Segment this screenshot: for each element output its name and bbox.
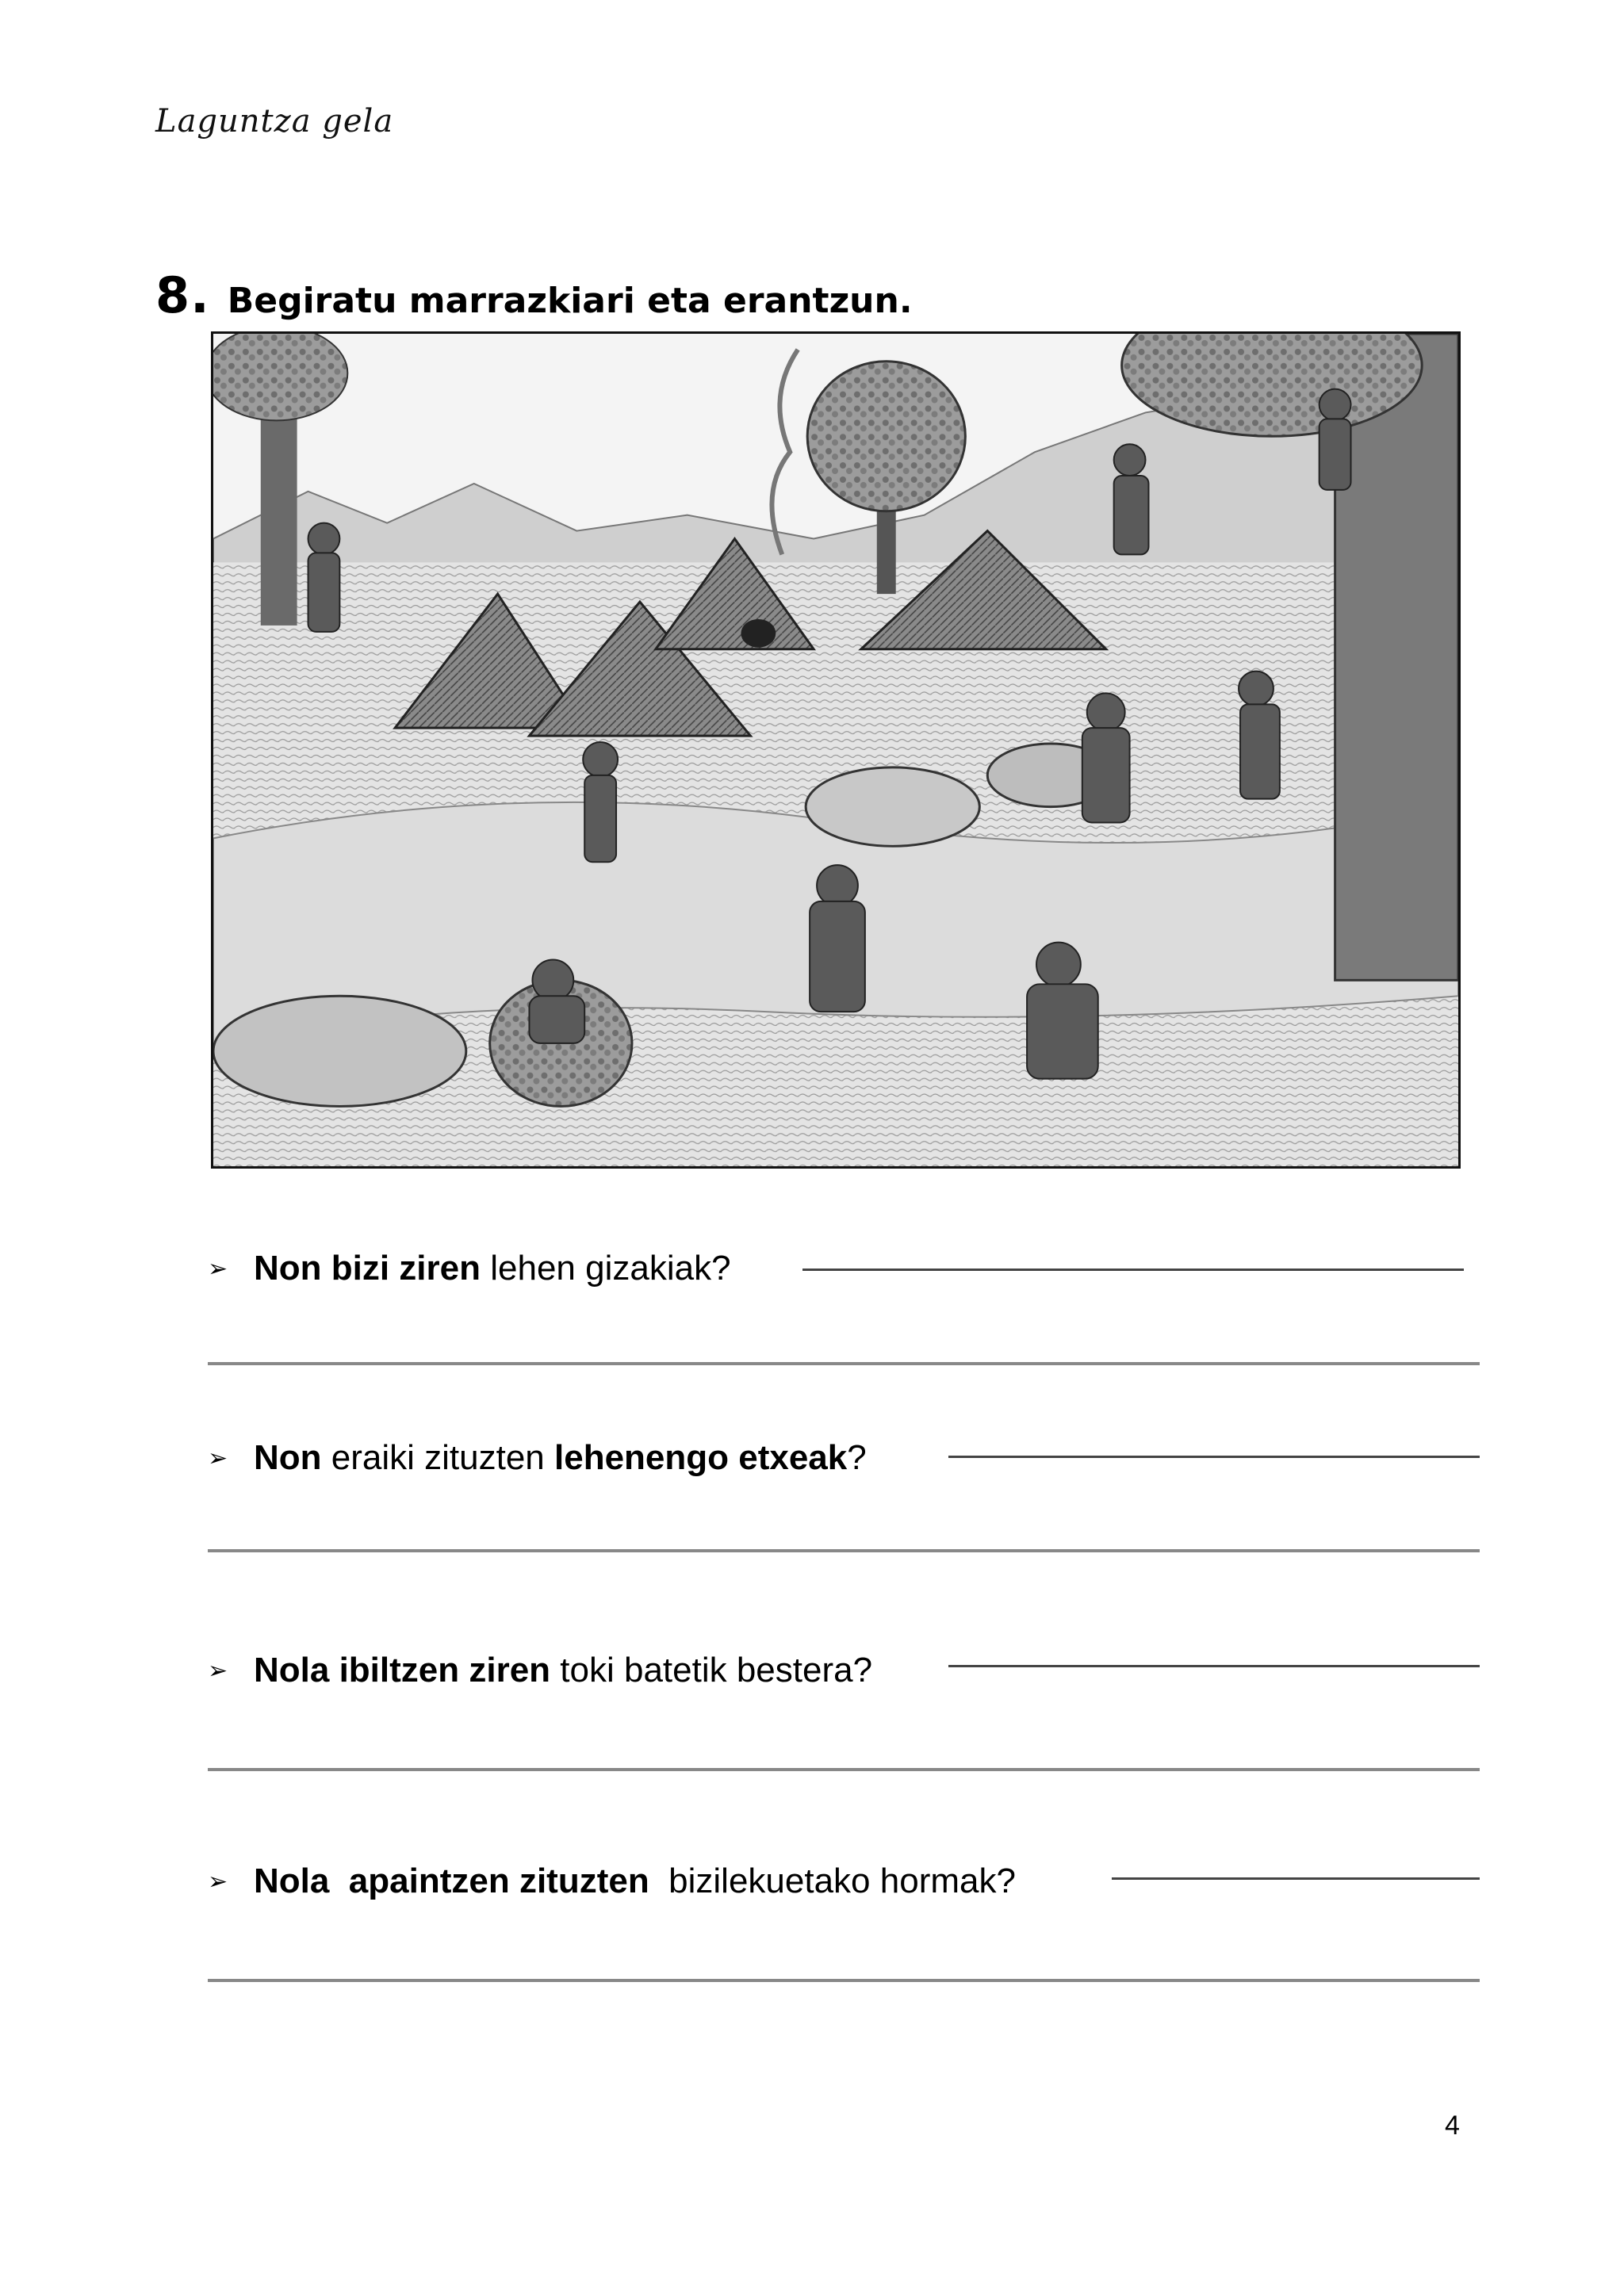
answer-line-2[interactable] (208, 1549, 1480, 1552)
question-2-bold-2: lehenengo etxeak (554, 1438, 848, 1477)
exercise-number: 8. (155, 266, 210, 324)
illustration-drawing (213, 334, 1458, 1166)
answer-line-4-inline[interactable] (1112, 1877, 1480, 1880)
page-number: 4 (1445, 2110, 1460, 2141)
question-4 (208, 1858, 1016, 1905)
question-3-text (254, 1651, 872, 1690)
question-4-bold: Nola apaintzen zituzten (254, 1862, 649, 1900)
question-1-bold: Non bizi ziren (254, 1249, 481, 1288)
answer-line-4[interactable] (208, 1979, 1480, 1982)
question-2 (208, 1434, 867, 1482)
arrow-bullet-icon: ➢ (208, 1445, 228, 1471)
question-3-rest: toki batetik bestera? (550, 1651, 873, 1689)
answer-line-2-inline[interactable] (948, 1456, 1480, 1458)
question-2-end: ? (847, 1438, 867, 1477)
question-3 (208, 1647, 872, 1694)
exercise-instruction: Begiratu marrazkiari eta erantzun. (227, 281, 913, 321)
prehistoric-camp-illustration (211, 331, 1461, 1169)
question-4-text (254, 1862, 1016, 1901)
question-1-rest: lehen gizakiak? (481, 1249, 731, 1288)
question-1 (208, 1245, 731, 1292)
answer-line-1[interactable] (208, 1362, 1480, 1365)
question-1-text (254, 1249, 731, 1288)
page-header: Laguntza gela (155, 103, 394, 140)
answer-line-1-inline[interactable] (802, 1269, 1464, 1271)
answer-line-3[interactable] (208, 1768, 1480, 1771)
question-2-text (254, 1438, 867, 1478)
answer-line-3-inline[interactable] (948, 1665, 1480, 1667)
question-4-rest: bizilekuetako hormak? (649, 1862, 1016, 1900)
arrow-bullet-icon: ➢ (208, 1657, 228, 1684)
question-2-bold-1: Non (254, 1438, 322, 1477)
arrow-bullet-icon: ➢ (208, 1255, 228, 1282)
question-3-bold: Nola ibiltzen ziren (254, 1651, 551, 1689)
question-2-mid: eraiki zituzten (321, 1438, 554, 1477)
arrow-bullet-icon: ➢ (208, 1868, 228, 1895)
exercise-title (155, 266, 913, 324)
